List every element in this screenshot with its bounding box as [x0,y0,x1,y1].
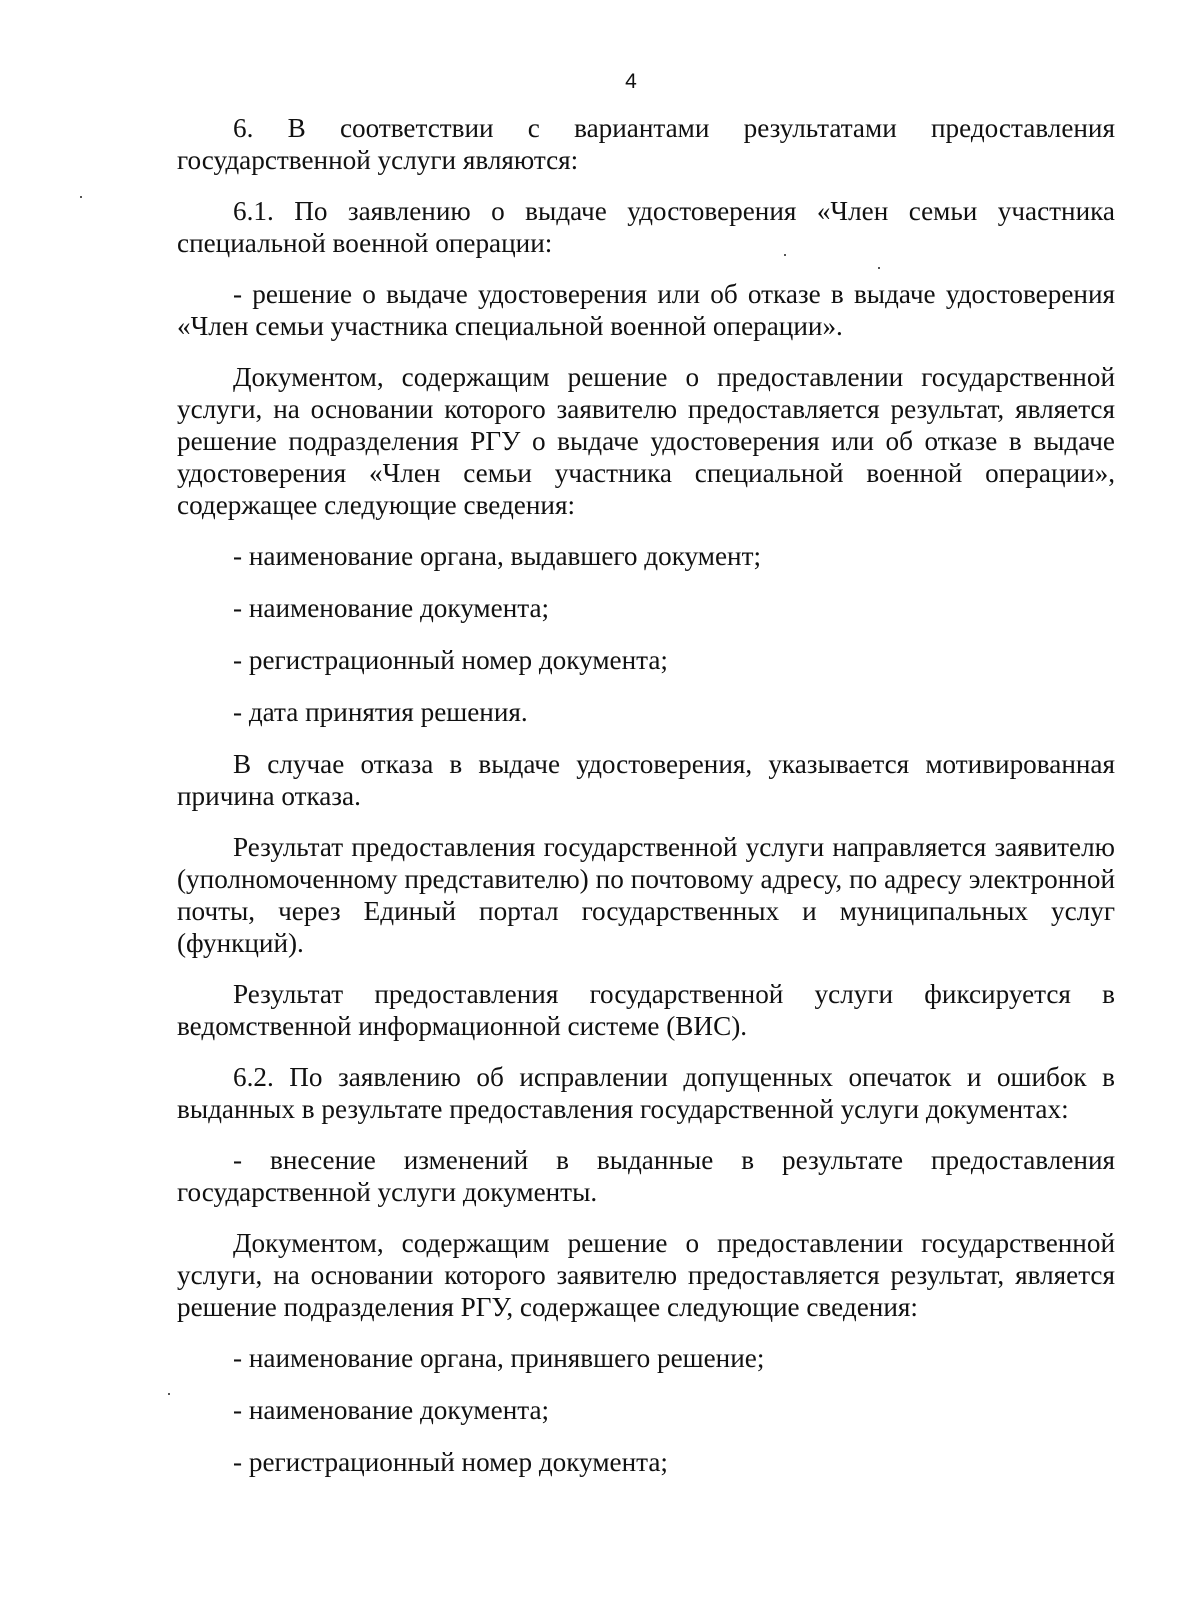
paragraph-result-delivery: Результат предоставления государственной услуги направляется заявителю (уполномоченному представителю) по почтовому адресу, по адресу электронной почты, через Единый портал государственных и муниципальных услуг (функций). [177,832,1115,958]
scan-speck [168,1393,170,1395]
list-item-deciding-authority: - наименование органа, принявшего решение; [233,1343,765,1373]
list-item-issuing-authority: - наименование органа, выдавшего документ; [233,541,762,571]
paragraph-section-6-2: 6.2. По заявлению об исправлении допущенных опечаток и ошибок в выданных в результате предоставления государственной услуги документах: [177,1062,1115,1124]
paragraph-result-decision: - решение о выдаче удостоверения или об отказе в выдаче удостоверения «Член семьи участника специальной военной операции». [177,279,1115,341]
page-number: 4 [625,70,637,93]
list-item-document-name-2: - наименование документа; [233,1395,550,1425]
list-item-registration-number-2: - регистрационный номер документа; [233,1447,668,1477]
list-item-document-name: - наименование документа; [233,593,550,623]
paragraph-section-6: 6. В соответствии с вариантами результатами предоставления государственной услуги являются: [177,113,1115,175]
scan-speck [784,254,786,256]
paragraph-corrections: - внесение изменений в выданные в результате предоставления государственной услуги документы. [177,1145,1115,1207]
paragraph-document-description-2: Документом, содержащим решение о предоставлении государственной услуги, на основании которого заявителю предоставляется результат, является решение подразделения РГУ, содержащее следующие сведения: [177,1228,1115,1322]
scan-speck [878,267,880,269]
document-body [177,112,1115,1498]
list-item-registration-number: - регистрационный номер документа; [233,645,668,675]
paragraph-document-description: Документом, содержащим решение о предоставлении государственной услуги, на основании которого заявителю предоставляется результат, является решение подразделения РГУ о выдаче удостоверения или об отказе в выдаче удостоверения «Член семьи участника специальной военной операции», содержащее следующие сведения: [177,362,1115,520]
list-item-decision-date: - дата принятия решения. [233,697,528,727]
paragraph-refusal-reason: В случае отказа в выдаче удостоверения, указывается мотивированная причина отказа. [177,749,1115,811]
paragraph-result-recorded: Результат предоставления государственной услуги фиксируется в ведомственной информационной системе (ВИС). [177,979,1115,1041]
scan-speck [80,196,82,198]
paragraph-section-6-1: 6.1. По заявлению о выдаче удостоверения «Член семьи участника специальной военной операции: [177,196,1115,258]
